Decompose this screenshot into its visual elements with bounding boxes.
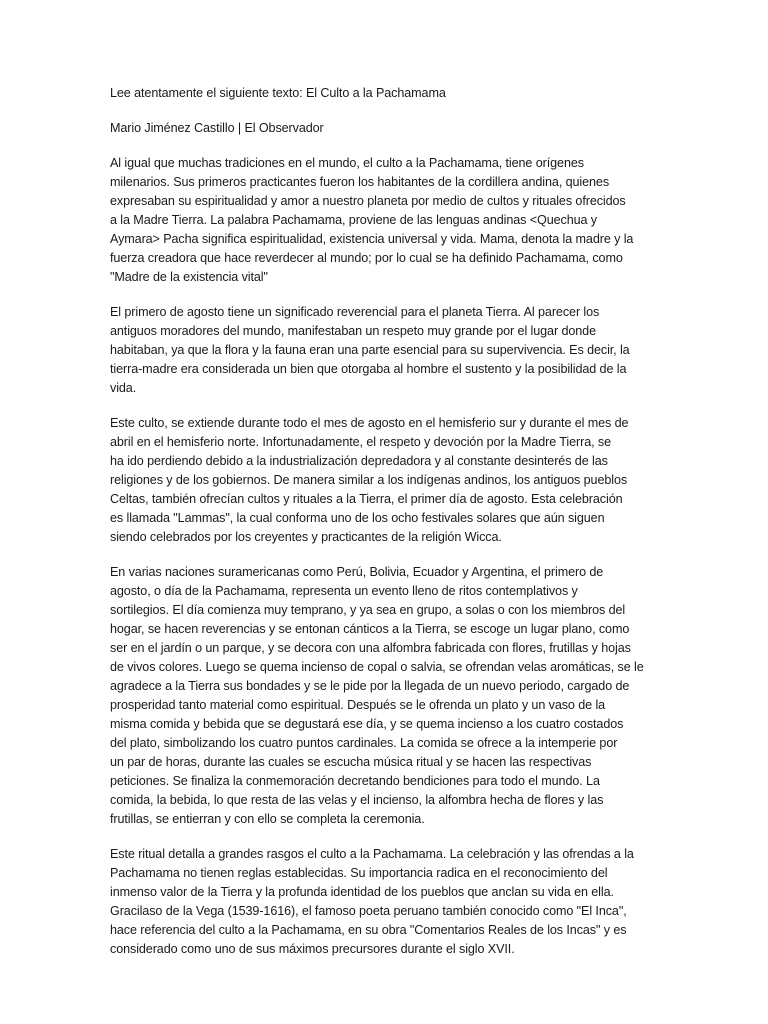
paragraph-line: considerado como uno de sus máximos precursores durante el siglo XVII.: [110, 942, 515, 956]
document-page: [110, 84, 662, 975]
byline-text: Mario Jiménez Castillo | El Observador: [110, 121, 324, 135]
paragraph-line: "Madre de la existencia vital": [110, 270, 268, 284]
document-heading: [110, 84, 662, 103]
paragraph-line: agosto, o día de la Pachamama, representa un evento lleno de ritos contemplativos y: [110, 584, 578, 598]
paragraph-line: antiguos moradores del mundo, manifestaban un respeto muy grande por el lugar donde: [110, 324, 596, 338]
paragraph-line: ha ido perdiendo debido a la industrialización depredadora y al constante desinterés de las: [110, 454, 608, 468]
paragraph-line: Al igual que muchas tradiciones en el mundo, el culto a la Pachamama, tiene orígenes: [110, 156, 584, 170]
paragraph-line: hace referencia del culto a la Pachamama, en su obra "Comentarios Reales de los Incas" y es: [110, 923, 627, 937]
paragraph-line: Pachamama no tienen reglas establecidas. Su importancia radica en el reconocimiento del: [110, 866, 608, 880]
paragraph-line: milenarios. Sus primeros practicantes fueron los habitantes de la cordillera andina, quienes: [110, 175, 610, 189]
paragraph: [110, 154, 662, 287]
paragraph-line: de vivos colores. Luego se quema incienso de copal o salvia, se ofrendan velas aromáticas, se le: [110, 660, 644, 674]
paragraph-line: sortilegios. El día comienza muy temprano, y ya sea en grupo, a solas o con los miembros del: [110, 603, 626, 617]
paragraph-line: del plato, simbolizando los cuatro puntos cardinales. La comida se ofrece a la intemperie por: [110, 736, 618, 750]
paragraph-line: inmenso valor de la Tierra y la profunda identidad de los pueblos que anclan su vida en ella.: [110, 885, 614, 899]
paragraph-line: es llamada "Lammas", la cual conforma uno de los ocho festivales solares que aún siguen: [110, 511, 605, 525]
paragraph-line: habitaban, ya que la flora y la fauna eran una parte esencial para su supervivencia. Es decir, la: [110, 343, 630, 357]
paragraph-line: Este ritual detalla a grandes rasgos el culto a la Pachamama. La celebración y las ofrendas a la: [110, 847, 634, 861]
paragraph-line: a la Madre Tierra. La palabra Pachamama, proviene de las lenguas andinas <Quechua y: [110, 213, 598, 227]
document-byline: [110, 119, 662, 138]
paragraph-line: religiones y de los gobiernos. De manera similar a los indígenas andinos, los antiguos pueblos: [110, 473, 628, 487]
paragraph-line: misma comida y bebida que se degustará ese día, y se quema incienso a los cuatro costados: [110, 717, 624, 731]
paragraph-line: Gracilaso de la Vega (1539-1616), el famoso poeta peruano también conocido como "El Inca",: [110, 904, 627, 918]
paragraph: [110, 303, 662, 398]
paragraph: [110, 845, 662, 959]
paragraph-line: En varias naciones suramericanas como Perú, Bolivia, Ecuador y Argentina, el primero de: [110, 565, 604, 579]
paragraph-line: vida.: [110, 381, 137, 395]
paragraph-line: siendo celebrados por los creyentes y practicantes de la religión Wicca.: [110, 530, 502, 544]
paragraph-line: El primero de agosto tiene un significado reverencial para el planeta Tierra. Al parecer los: [110, 305, 600, 319]
paragraph-line: tierra-madre era considerada un bien que otorgaba al hombre el sustento y la posibilidad de la: [110, 362, 627, 376]
paragraph: [110, 563, 662, 829]
paragraph-line: agradece a la Tierra sus bondades y se le pide por la llegada de un nuevo periodo, cargado de: [110, 679, 630, 693]
paragraph-line: Celtas, también ofrecían cultos y rituales a la Tierra, el primer día de agosto. Esta celebración: [110, 492, 623, 506]
paragraph-line: expresaban su espiritualidad y amor a nuestro planeta por medio de cultos y rituales ofrecidos: [110, 194, 626, 208]
paragraph-line: Aymara> Pacha significa espiritualidad, existencia universal y vida. Mama, denota la madre y la: [110, 232, 634, 246]
paragraph-line: peticiones. Se finaliza la conmemoración decretando bendiciones para todo el mundo. La: [110, 774, 600, 788]
paragraph-line: Este culto, se extiende durante todo el mes de agosto en el hemisferio sur y durante el mes de: [110, 416, 629, 430]
paragraph-line: un par de horas, durante las cuales se escucha música ritual y se hacen las respectivas: [110, 755, 592, 769]
paragraph-line: comida, la bebida, lo que resta de las velas y el incienso, la alfombra hecha de flores y las: [110, 793, 604, 807]
heading-text: Lee atentamente el siguiente texto: El Culto a la Pachamama: [110, 86, 446, 100]
paragraph-line: frutillas, se entierran y con ello se completa la ceremonia.: [110, 812, 425, 826]
paragraph-line: abril en el hemisferio norte. Infortunadamente, el respeto y devoción por la Madre Tierra, se: [110, 435, 612, 449]
paragraph-line: hogar, se hacen reverencias y se entonan cánticos a la Tierra, se escoge un lugar plano, como: [110, 622, 630, 636]
paragraph: [110, 414, 662, 547]
paragraph-line: ser en el jardín o un parque, y se decora con una alfombra fabricada con flores, frutillas y hojas: [110, 641, 631, 655]
paragraph-line: prosperidad tanto material como espiritual. Después se le ofrenda un plato y un vaso de la: [110, 698, 606, 712]
body-paragraphs: [110, 154, 662, 959]
paragraph-line: fuerza creadora que hace reverdecer al mundo; por lo cual se ha definido Pachamama, como: [110, 251, 623, 265]
